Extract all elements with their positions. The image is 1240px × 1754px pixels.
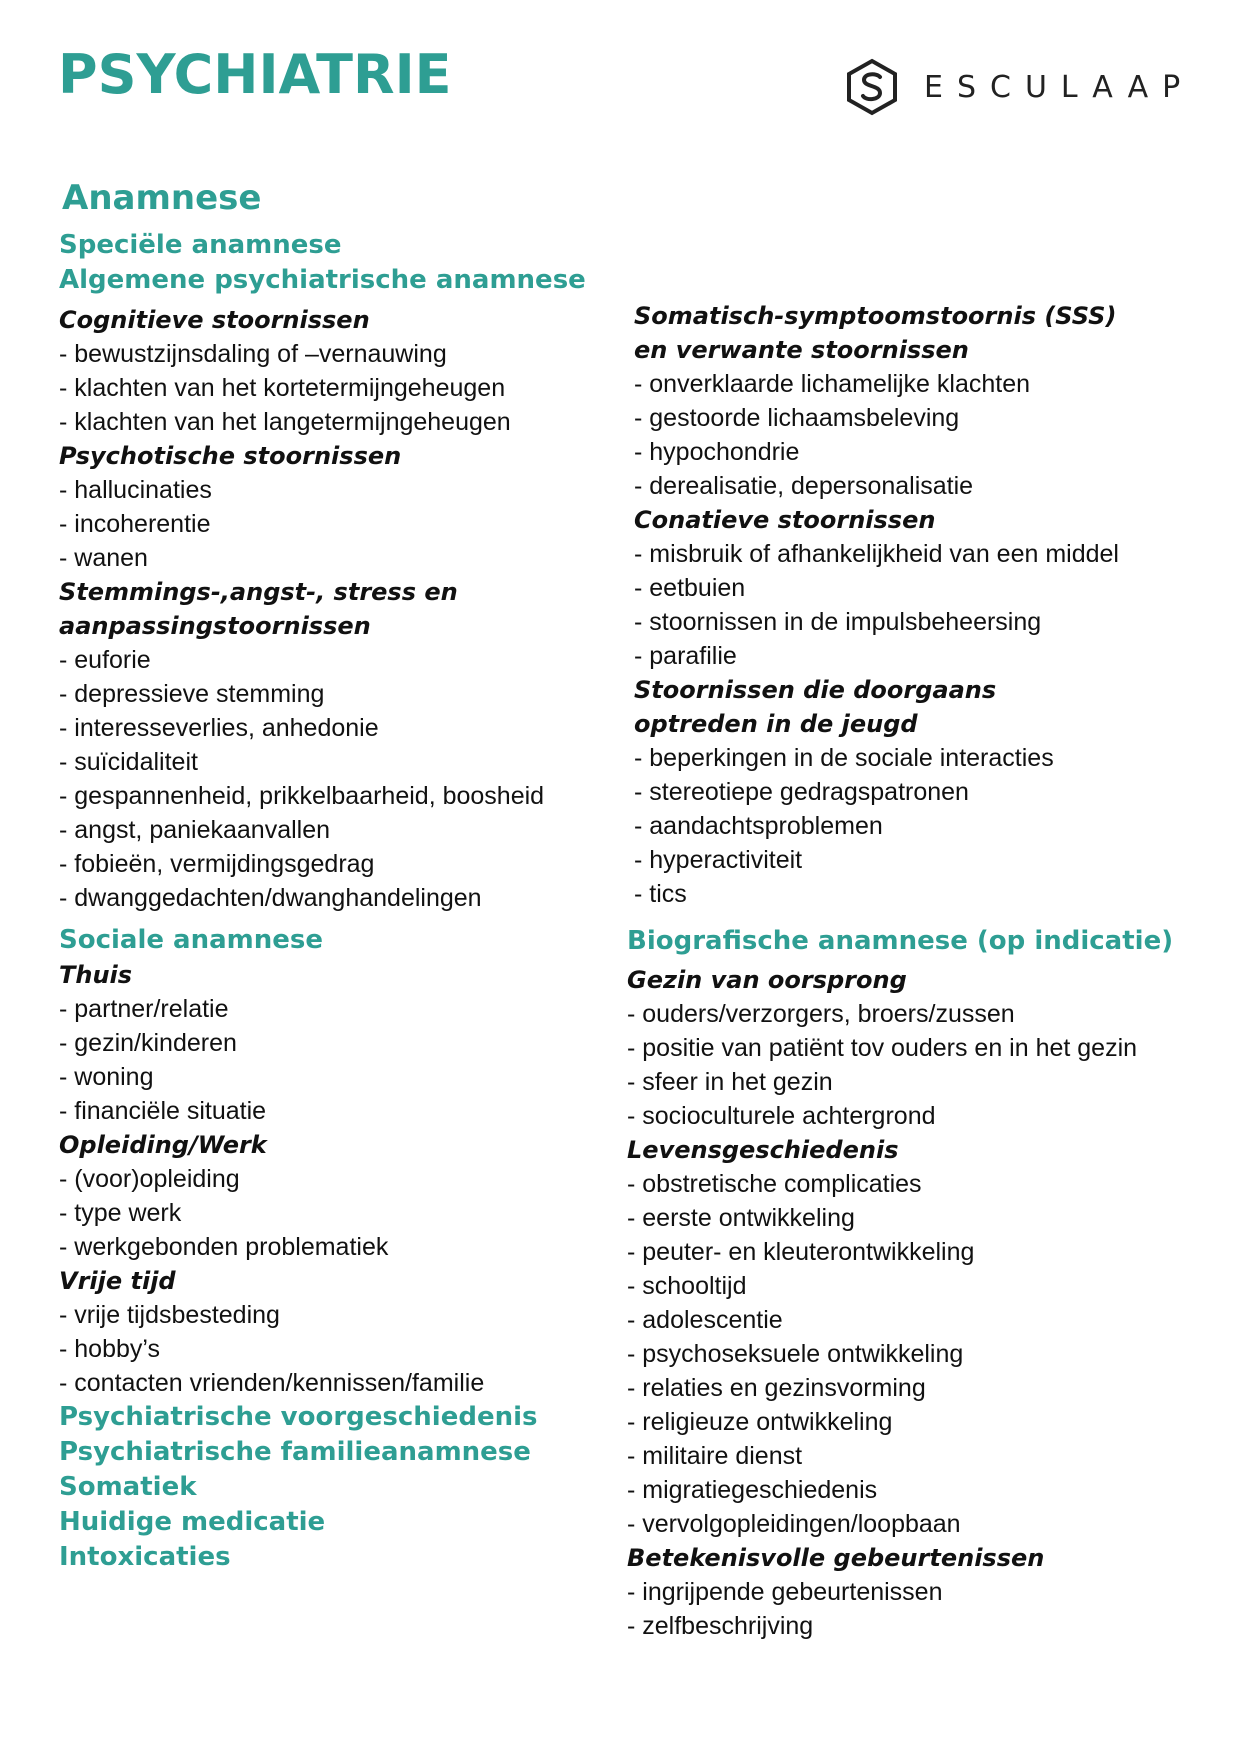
heading-familieanamnese: Psychiatrische familieanamnese xyxy=(59,1437,531,1467)
list-item: - relaties en gezinsvorming xyxy=(627,1374,926,1402)
category-thuis: Thuis xyxy=(59,961,133,989)
list-item: - eetbuien xyxy=(634,574,746,602)
section-heading-anamnese: Anamnese xyxy=(62,178,262,218)
list-item: - psychoseksuele ontwikkeling xyxy=(627,1340,964,1368)
category-vrije-tijd: Vrije tijd xyxy=(59,1267,176,1295)
list-item: - onverklaarde lichamelijke klachten xyxy=(634,370,1031,398)
list-item: - stoornissen in de impulsbeheersing xyxy=(634,608,1042,636)
list-item: - incoherentie xyxy=(59,510,211,538)
list-item: - bewustzijnsdaling of –vernauwing xyxy=(59,340,447,368)
list-item: - schooltijd xyxy=(627,1272,747,1300)
list-item: - derealisatie, depersonalisatie xyxy=(634,472,974,500)
list-item: - sfeer in het gezin xyxy=(627,1068,833,1096)
list-item: - gespannenheid, prikkelbaarheid, boosheid xyxy=(59,782,545,810)
right-column-bottom xyxy=(627,924,1227,1643)
list-item: - eerste ontwikkeling xyxy=(627,1204,855,1232)
list-item: - financiële situatie xyxy=(59,1097,267,1125)
category-stemmings-line2: aanpassingstoornissen xyxy=(59,612,371,640)
heading-voorgeschiedenis: Psychiatrische voorgeschiedenis xyxy=(59,1402,538,1432)
category-jeugd-line2: optreden in de jeugd xyxy=(634,710,918,738)
page-title: PSYCHIATRIE xyxy=(58,43,452,106)
category-psychotische: Psychotische stoornissen xyxy=(59,442,402,470)
heading-huidige-medicatie: Huidige medicatie xyxy=(59,1507,326,1537)
list-item: - gestoorde lichaamsbeleving xyxy=(634,404,960,432)
list-item: - socioculturele achtergrond xyxy=(627,1102,936,1130)
heading-speciele-anamnese: Speciële anamnese xyxy=(59,230,342,260)
heading-algemene-anamnese: Algemene psychiatrische anamnese xyxy=(59,265,586,295)
heading-sociale-anamnese: Sociale anamnese xyxy=(59,925,323,955)
heading-somatiek: Somatiek xyxy=(59,1472,197,1502)
list-item: - aandachtsproblemen xyxy=(634,812,883,840)
list-item: - gezin/kinderen xyxy=(59,1029,237,1057)
list-item: - adolescentie xyxy=(627,1306,783,1334)
list-item: - misbruik of afhankelijkheid van een middel xyxy=(634,540,1119,568)
category-jeugd-line1: Stoornissen die doorgaans xyxy=(634,676,997,704)
category-stemmings-line1: Stemmings-,angst-, stress en xyxy=(59,578,458,606)
list-item: - angst, paniekaanvallen xyxy=(59,816,331,844)
logo-text: ESCULAAP xyxy=(924,69,1195,105)
list-item: - klachten van het kortetermijngeheugen xyxy=(59,374,506,402)
list-item: - dwanggedachten/dwanghandelingen xyxy=(59,884,482,912)
list-item: - (voor)opleiding xyxy=(59,1165,240,1193)
list-item: - klachten van het langetermijngeheugen xyxy=(59,408,511,436)
footer-sections xyxy=(59,1400,659,1575)
list-item: - peuter- en kleuterontwikkeling xyxy=(627,1238,975,1266)
category-sss-line1: Somatisch-symptoomstoornis (SSS) xyxy=(634,302,1117,330)
subheadings-top xyxy=(59,228,586,298)
list-item: - migratiegeschiedenis xyxy=(627,1476,878,1504)
list-item: - vervolgopleidingen/loopbaan xyxy=(627,1510,961,1538)
esculaap-logo xyxy=(844,58,1194,116)
list-item: - wanen xyxy=(59,544,148,572)
heading-intoxicaties: Intoxicaties xyxy=(59,1542,231,1572)
list-item: - euforie xyxy=(59,646,151,674)
category-levensgeschiedenis: Levensgeschiedenis xyxy=(627,1136,899,1164)
category-betekenisvolle-gebeurtenissen: Betekenisvolle gebeurtenissen xyxy=(627,1544,1045,1572)
list-item: - ingrijpende gebeurtenissen xyxy=(627,1578,943,1606)
list-item: - parafilie xyxy=(634,642,737,670)
category-conatieve: Conatieve stoornissen xyxy=(634,506,936,534)
list-item: - ouders/verzorgers, broers/zussen xyxy=(627,1000,1015,1028)
left-column xyxy=(59,303,659,1575)
list-item: - woning xyxy=(59,1063,154,1091)
list-item: - fobieën, vermijdingsgedrag xyxy=(59,850,375,878)
list-item: - positie van patiënt tov ouders en in het gezin xyxy=(627,1034,1138,1062)
list-item: - tics xyxy=(634,880,687,908)
list-item: - interesseverlies, anhedonie xyxy=(59,714,379,742)
category-opleiding-werk: Opleiding/Werk xyxy=(59,1131,267,1159)
list-item: - hobby’s xyxy=(59,1335,160,1363)
list-item: - religieuze ontwikkeling xyxy=(627,1408,893,1436)
list-item: - partner/relatie xyxy=(59,995,229,1023)
category-sss-line2: en verwante stoornissen xyxy=(634,336,969,364)
list-item: - stereotiepe gedragspatronen xyxy=(634,778,969,806)
list-item: - vrije tijdsbesteding xyxy=(59,1301,280,1329)
list-item: - hypochondrie xyxy=(634,438,800,466)
list-item: - zelfbeschrijving xyxy=(627,1612,814,1640)
list-item: - militaire dienst xyxy=(627,1442,803,1470)
list-item: - beperkingen in de sociale interacties xyxy=(634,744,1054,772)
right-column-top xyxy=(634,299,1234,911)
category-gezin-van-oorsprong: Gezin van oorsprong xyxy=(627,966,907,994)
heading-biografische-anamnese: Biografische anamnese (op indicatie) xyxy=(627,926,1174,956)
list-item: - depressieve stemming xyxy=(59,680,325,708)
list-item: - werkgebonden problematiek xyxy=(59,1233,389,1261)
category-cognitieve: Cognitieve stoornissen xyxy=(59,306,370,334)
list-item: - hallucinaties xyxy=(59,476,212,504)
esculaap-s-icon xyxy=(844,58,900,116)
list-item: - type werk xyxy=(59,1199,182,1227)
list-item: - hyperactiviteit xyxy=(634,846,803,874)
list-item: - contacten vrienden/kennissen/familie xyxy=(59,1369,485,1397)
list-item: - suïcidaliteit xyxy=(59,748,198,776)
list-item: - obstretische complicaties xyxy=(627,1170,922,1198)
